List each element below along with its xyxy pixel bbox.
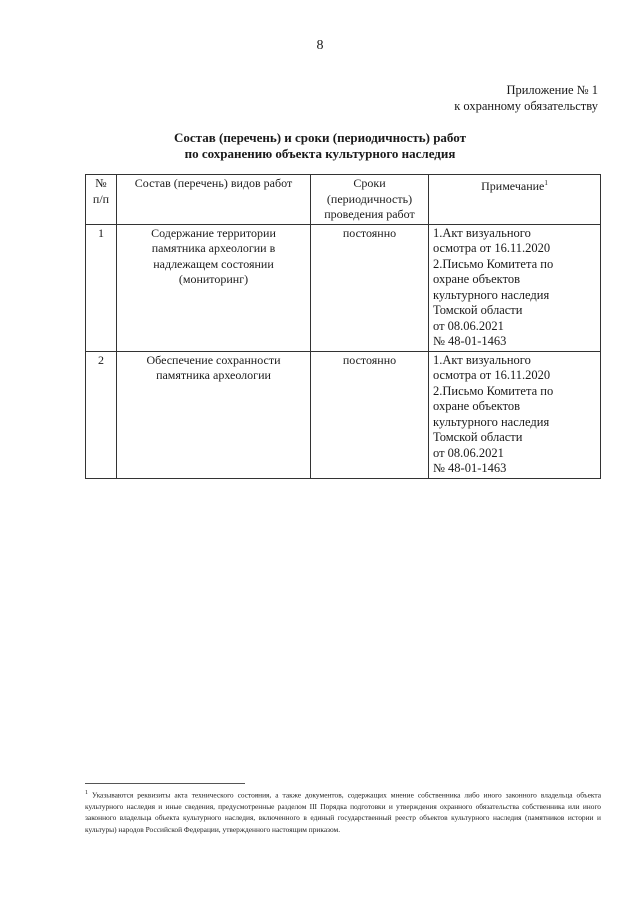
footnote-text: Указываются реквизиты акта технического состояния, а также документов, содержащих мнение собственника либо иного законного владельца объекта культурного наследия и иные сведения, предусмотренные разделом III Порядка подготовки и утверждения охранного обязательства собственника или иного законного владельца объекта культурного наследия, включенного в единый государственный реестр объектов культурного наследия (памятников истории и культуры) народов Российской Федерации, утвержденного настоящим приказом. bbox=[85, 790, 601, 834]
composition-line: надлежащем состоянии bbox=[153, 256, 274, 271]
header-term-line-3: проведения работ bbox=[324, 207, 415, 221]
page-number: 8 bbox=[316, 38, 324, 53]
appendix-line-2: к охранному обязательству bbox=[454, 99, 598, 113]
note-line: № 48-01-1463 bbox=[433, 334, 507, 348]
table-header-row bbox=[86, 175, 601, 225]
note-line: охране объектов bbox=[433, 272, 521, 286]
note-line: от 08.06.2021 bbox=[433, 445, 504, 460]
note-line: № 48-01-1463 bbox=[433, 461, 507, 475]
row-term: постоянно bbox=[311, 351, 429, 478]
note-line: культурного наследия bbox=[433, 287, 550, 302]
row-note bbox=[429, 224, 601, 351]
header-number-line-1: № bbox=[95, 176, 107, 190]
row-composition bbox=[117, 224, 311, 351]
note-line: осмотра от 16.11.2020 bbox=[433, 241, 551, 255]
appendix-line-1: Приложение № 1 bbox=[506, 83, 598, 97]
note-line: культурного наследия bbox=[433, 414, 550, 429]
header-term bbox=[311, 175, 429, 225]
row-number: 1 bbox=[86, 224, 117, 351]
document-title bbox=[0, 130, 640, 162]
note-line: от 08.06.2021 bbox=[433, 318, 504, 333]
footnote bbox=[85, 788, 601, 835]
note-line: 1.Акт визуального bbox=[433, 225, 531, 240]
note-line: Томской области bbox=[433, 430, 523, 444]
title-line-2: по сохранению объекта культурного наследия bbox=[184, 146, 456, 161]
row-number: 2 bbox=[86, 351, 117, 478]
composition-line: (мониторинг) bbox=[178, 272, 249, 286]
header-note bbox=[429, 175, 601, 225]
row-term: постоянно bbox=[311, 224, 429, 351]
composition-line: памятника археологии bbox=[156, 368, 271, 382]
note-line: Томской области bbox=[433, 303, 523, 317]
note-line: 1.Акт визуального bbox=[433, 352, 531, 367]
footnote-marker: 1 bbox=[85, 790, 88, 796]
header-number-line-2: п/п bbox=[92, 191, 110, 206]
composition-line: памятника археологии в bbox=[151, 241, 276, 255]
composition-line: Содержание территории bbox=[151, 225, 276, 240]
note-line: 2.Письмо Комитета по bbox=[433, 383, 554, 398]
footnote-ref: 1 bbox=[544, 179, 548, 187]
footnote-divider bbox=[85, 783, 245, 784]
table-row bbox=[86, 351, 601, 478]
header-number bbox=[86, 175, 117, 225]
appendix-header bbox=[454, 82, 598, 114]
table-row bbox=[86, 224, 601, 351]
header-note-label: Примечание bbox=[481, 179, 545, 193]
note-line: осмотра от 16.11.2020 bbox=[433, 368, 551, 382]
row-note bbox=[429, 351, 601, 478]
header-term-line-2: (периодичность) bbox=[326, 191, 413, 206]
header-composition: Состав (перечень) видов работ bbox=[117, 175, 311, 225]
title-line-1: Состав (перечень) и сроки (периодичность) работ bbox=[174, 130, 466, 145]
note-line: охране объектов bbox=[433, 399, 521, 413]
header-term-line-1: Сроки bbox=[353, 176, 386, 190]
works-table bbox=[85, 174, 601, 479]
row-composition bbox=[117, 351, 311, 478]
composition-line: Обеспечение сохранности bbox=[146, 352, 281, 367]
note-line: 2.Письмо Комитета по bbox=[433, 256, 554, 271]
